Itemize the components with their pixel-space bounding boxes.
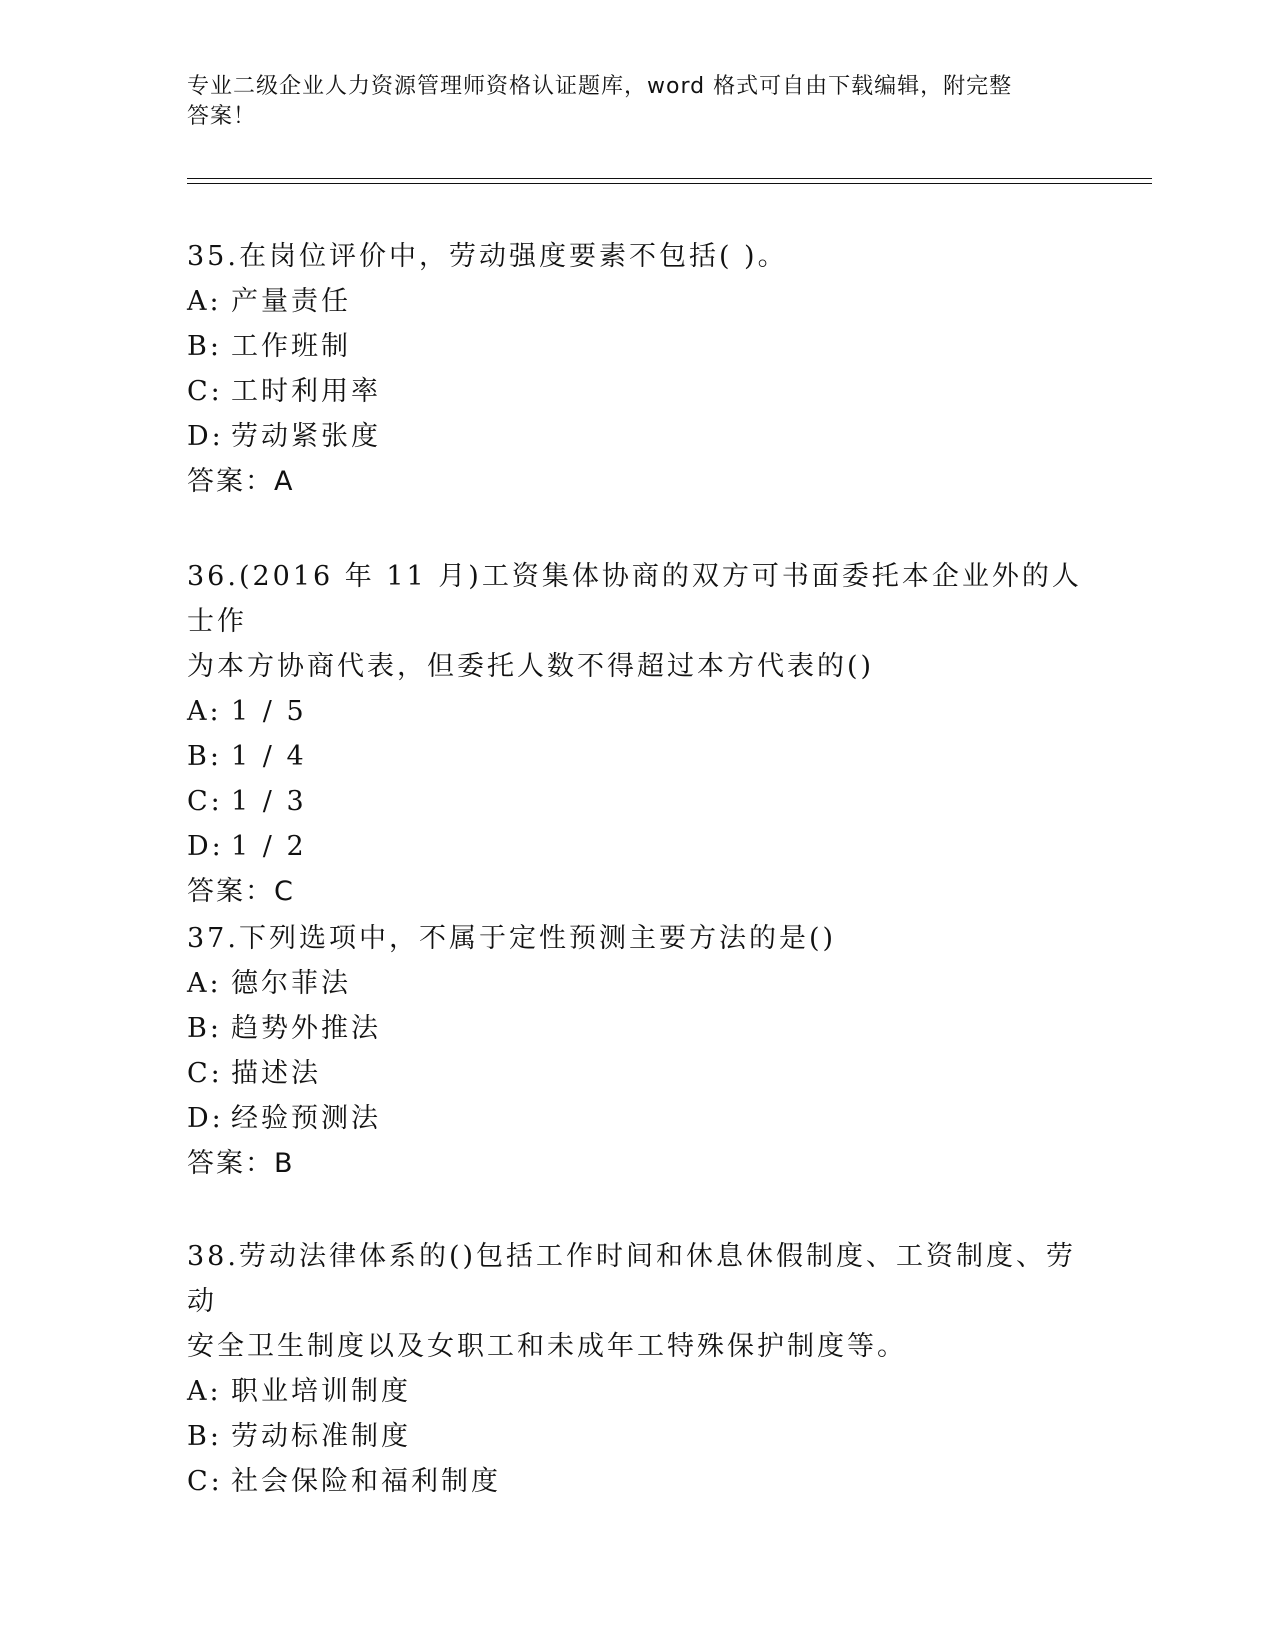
question-stem: 37.下列选项中，不属于定性预测主要方法的是() [187, 923, 837, 954]
option-d [187, 414, 1087, 459]
option-b [187, 324, 1087, 369]
header-divider-bottom [187, 183, 1152, 184]
question-stem: 35.在岗位评价中，劳动强度要素不包括( )。 [187, 241, 788, 272]
option-c [187, 779, 1087, 824]
question-37 [187, 916, 1087, 1186]
question-36 [187, 554, 1087, 914]
option-key: B: [187, 331, 222, 362]
answer-line: 答案：B [187, 1148, 295, 1179]
question-35 [187, 234, 1087, 504]
question-stem-line-2: 为本方协商代表，但委托人数不得超过本方代表的() [187, 651, 875, 682]
answer-line: 答案：C [187, 876, 295, 907]
answer-line: 答案：A [187, 466, 295, 497]
question-stem-line-2: 安全卫生制度以及女职工和未成年工特殊保护制度等。 [187, 1331, 907, 1362]
option-d [187, 1096, 1087, 1141]
option-a [187, 689, 1087, 734]
option-text: 1 / 2 [231, 831, 307, 862]
header-line-1: 专业二级企业人力资源管理师资格认证题库，word 格式可自由下载编辑，附完整 [187, 74, 1013, 99]
option-key: C: [187, 1058, 223, 1089]
option-key: C: [187, 1466, 223, 1497]
header-divider-top [187, 178, 1152, 179]
option-b [187, 1006, 1087, 1051]
option-text: 社会保险和福利制度 [231, 1466, 501, 1497]
option-key: C: [187, 786, 223, 817]
option-a [187, 961, 1087, 1006]
header-line-2: 答案！ [187, 104, 257, 129]
option-key: B: [187, 1013, 222, 1044]
question-38 [187, 1234, 1087, 1504]
option-c [187, 1051, 1087, 1096]
document-header [187, 72, 1087, 132]
option-key: A: [187, 1376, 222, 1407]
option-key: A: [187, 696, 222, 727]
option-key: C: [187, 376, 223, 407]
option-key: D: [187, 831, 224, 862]
option-key: A: [187, 286, 222, 317]
option-text: 产量责任 [231, 286, 351, 317]
question-stem-line-1: 38.劳动法律体系的()包括工作时间和休息休假制度、工资制度、劳动 [187, 1241, 1077, 1317]
option-key: D: [187, 421, 224, 452]
option-text: 劳动紧张度 [231, 421, 381, 452]
option-a [187, 1369, 1087, 1414]
option-text: 职业培训制度 [231, 1376, 411, 1407]
option-c [187, 369, 1087, 414]
option-b [187, 734, 1087, 779]
option-text: 工时利用率 [231, 376, 381, 407]
option-text: 工作班制 [231, 331, 351, 362]
question-stem-line-1: 36.(2016 年 11 月)工资集体协商的双方可书面委托本企业外的人士作 [187, 561, 1082, 637]
option-b [187, 1414, 1087, 1459]
option-key: B: [187, 741, 222, 772]
option-text: 德尔菲法 [231, 968, 351, 999]
option-d [187, 824, 1087, 869]
option-key: A: [187, 968, 222, 999]
option-text: 经验预测法 [231, 1103, 381, 1134]
option-a [187, 279, 1087, 324]
option-text: 描述法 [231, 1058, 321, 1089]
option-key: B: [187, 1421, 222, 1452]
option-text: 1 / 4 [231, 741, 307, 772]
option-text: 1 / 5 [231, 696, 307, 727]
option-c [187, 1459, 1087, 1504]
option-text: 趋势外推法 [231, 1013, 381, 1044]
option-key: D: [187, 1103, 224, 1134]
option-text: 1 / 3 [231, 786, 307, 817]
option-text: 劳动标准制度 [231, 1421, 411, 1452]
